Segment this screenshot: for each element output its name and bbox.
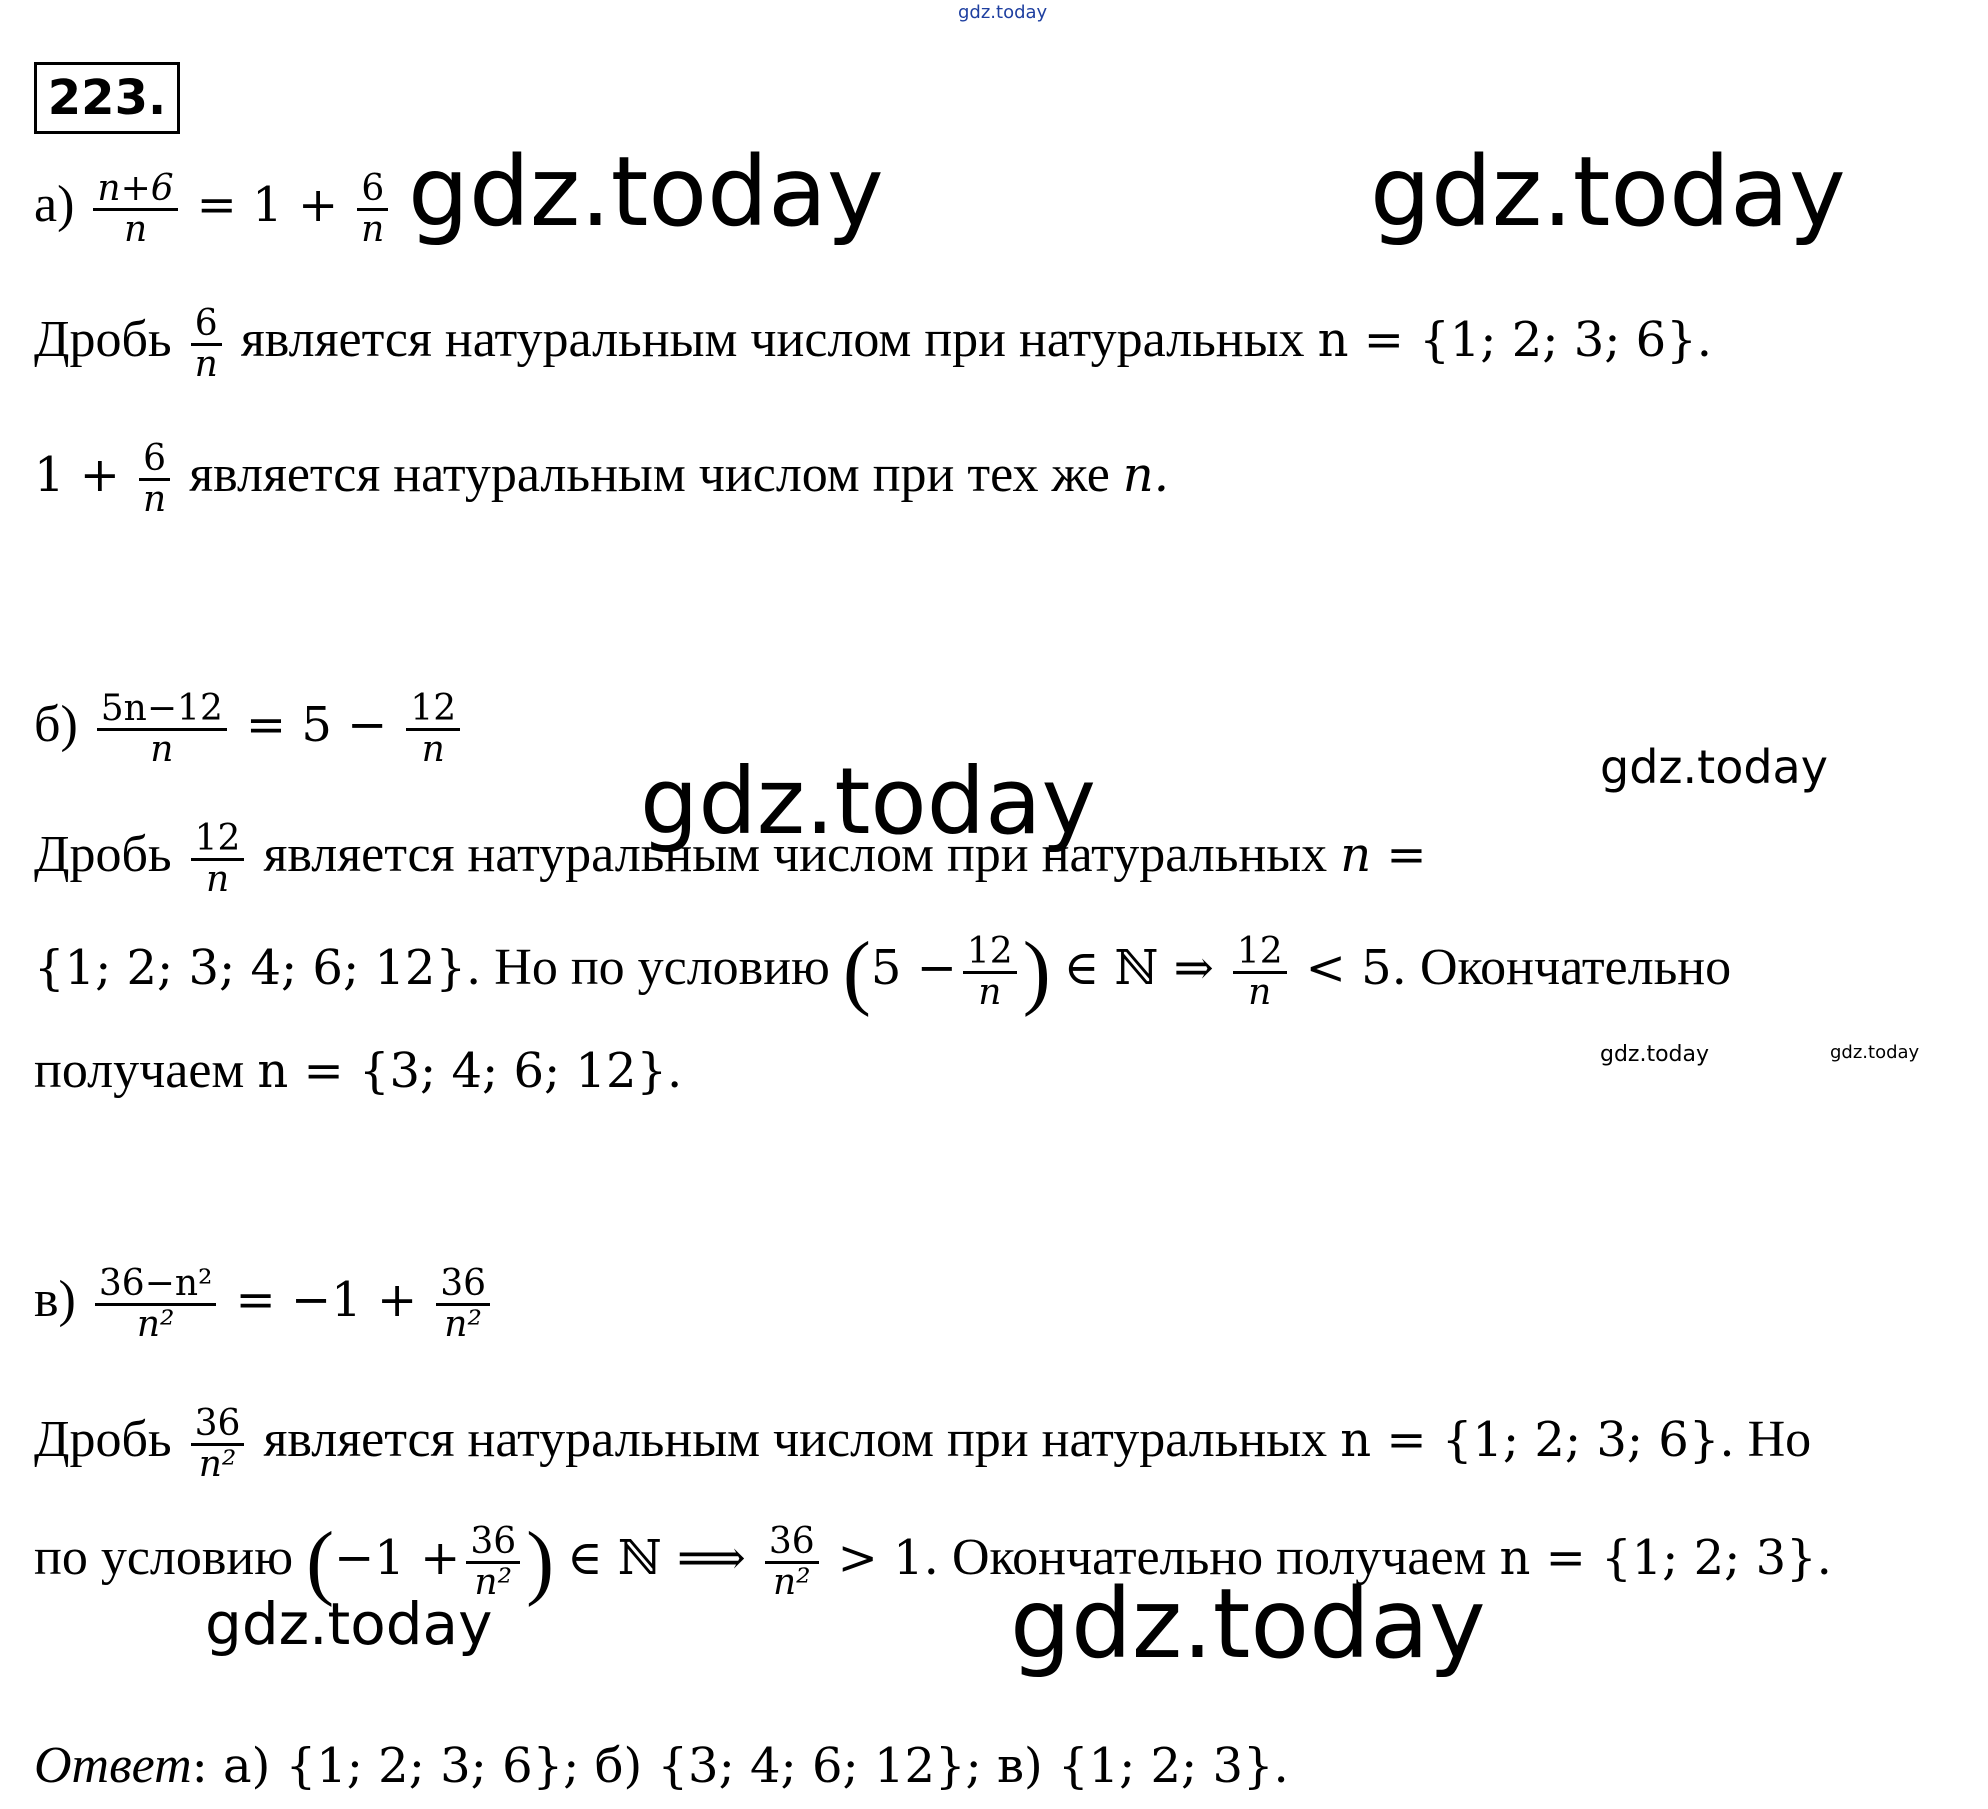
watermark-top: gdz.today: [958, 2, 1048, 23]
watermark-6: gdz.today: [1830, 1042, 1920, 1063]
part-a-line2-fraction: $\frac{6}{n}$: [139, 440, 170, 519]
part-c-line-2: по условию (−1 + $\frac{36}{\text{n²}}$ ) ∈ ℕ ⟹ $\frac{36}{\text{n²}}$ > 1. Окончательно получаем n = {1; 2; 3}.: [34, 1515, 1832, 1608]
watermark-8: gdz.today: [1010, 1568, 1486, 1680]
part-c-fraction-1: $\frac{\text{36−n²}}{\text{n²}}$: [95, 1265, 217, 1344]
part-c-fraction-2: $\frac{36}{\text{n²}}$: [436, 1265, 490, 1344]
part-b-formula: б) $\frac{5n-12}{n}$ = 5 − $\frac{12}{n}$: [34, 690, 466, 769]
watermark-7: gdz.today: [205, 1590, 493, 1658]
part-a-equals: = 1 +: [196, 177, 339, 234]
part-a-formula: [34, 170, 394, 249]
watermark-4: gdz.today: [1600, 740, 1828, 794]
problem-number: 223.: [34, 62, 180, 134]
watermark-2: gdz.today: [1370, 136, 1846, 248]
part-b-fraction-1: $\frac{5n-12}{n}$: [97, 690, 227, 769]
part-b-label: б): [34, 696, 78, 754]
answer-text: : а) {1; 2; 3; 6}; б) {3; 4; 6; 12}; в) {1; 2; 3}.: [191, 1738, 1289, 1794]
part-b-line2-fraction-1: $\frac{12}{n}$: [963, 933, 1017, 1012]
part-a-line-1: Дробь $\frac{6}{n}$ является натуральным числом при натуральных n = {1; 2; 3; 6}.: [34, 303, 1712, 385]
part-c-line1-fraction: $\frac{36}{\text{n²}}$: [191, 1405, 245, 1484]
part-a-label: а): [34, 176, 75, 234]
part-c-line2-fraction-1: $\frac{36}{\text{n²}}$: [466, 1523, 520, 1602]
answer-line: [34, 1737, 1289, 1794]
part-c-label: в): [34, 1271, 76, 1329]
part-a-line-2: 1 + $\frac{6}{n}$ является натуральным числом при тех же n.: [34, 438, 1169, 520]
part-b-line-2: {1; 2; 3; 4; 6; 12}. Но по условию (5 − $\frac{12}{n}$ ) ∈ ℕ ⇒ $\frac{12}{n}$ < 5. Окончательно: [34, 925, 1732, 1018]
part-c-formula: в) $\frac{\text{36−n²}}{\text{n²}}$ = −1 + $\frac{36}{\text{n²}}$: [34, 1265, 496, 1344]
watermark-1: gdz.today: [408, 136, 884, 248]
part-a-line1-fraction: $\frac{6}{n}$: [191, 305, 222, 384]
part-b-line2-fraction-2: $\frac{12}{n}$: [1233, 933, 1287, 1012]
part-a-fraction-1: $\frac{n+6}{n}$: [93, 170, 177, 249]
part-c-line-1: Дробь $\frac{36}{\text{n²}}$ является натуральным числом при натуральных n = {1; 2; 3; 6}. Но: [34, 1403, 1812, 1485]
answer-label: Ответ: [34, 1737, 192, 1794]
watermark-3: gdz.today: [640, 748, 1096, 855]
part-a-fraction-2: $\frac{6}{n}$: [357, 170, 388, 249]
part-b-line-1: Дробь $\frac{12}{n}$ является натуральным числом при натуральных n =: [34, 818, 1427, 900]
part-b-line1-fraction: $\frac{12}{n}$: [191, 820, 245, 899]
part-c-line2-fraction-2: $\frac{36}{\text{n²}}$: [765, 1523, 819, 1602]
watermark-5: gdz.today: [1600, 1042, 1710, 1067]
part-b-line-3: получаем n = {3; 4; 6; 12}.: [34, 1042, 683, 1099]
part-b-fraction-2: $\frac{12}{n}$: [406, 690, 460, 769]
